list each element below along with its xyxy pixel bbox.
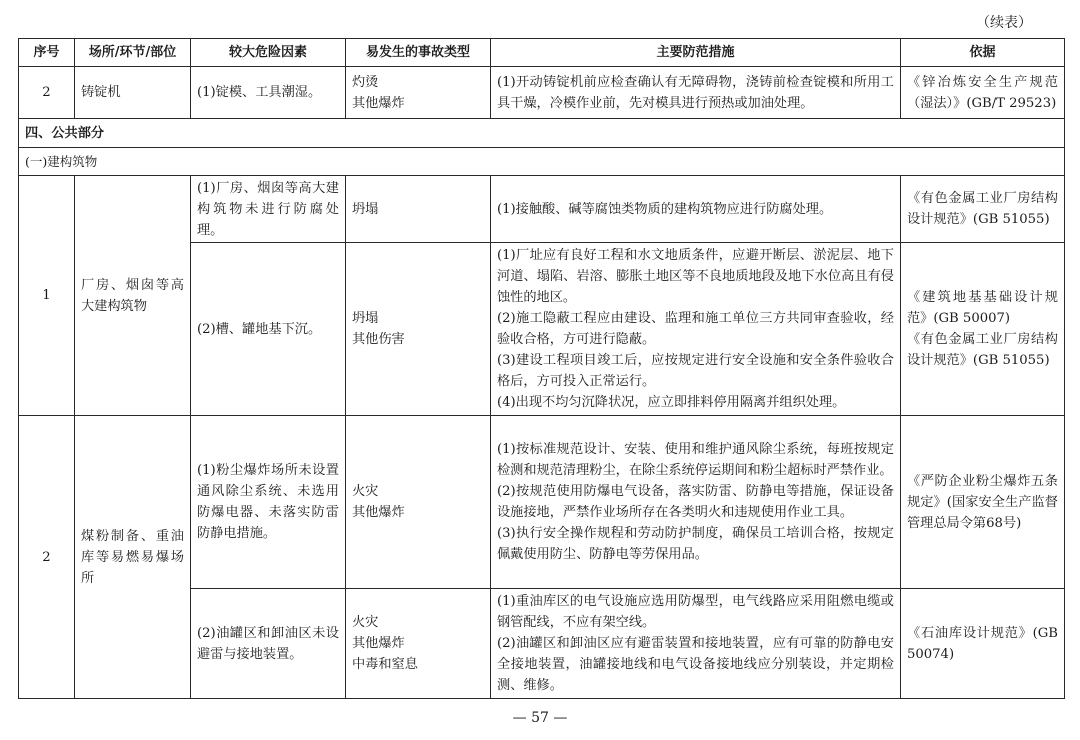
measure-item: (1)按标准规范设计、安装、使用和维护通风除尘系统，每班按规定检测和规范清理粉尘，在除尘系统停运期间和粉尘超标时严禁作业。	[497, 442, 894, 478]
row-measures	[491, 589, 901, 699]
accident-type: 火灾	[352, 484, 379, 499]
accident-type: 其他爆炸	[352, 505, 405, 520]
page-number: — 57 —	[512, 710, 568, 726]
row-basis	[901, 243, 1065, 416]
continued-label: （续表）	[976, 15, 1032, 31]
row-measures	[491, 243, 901, 416]
section-row	[19, 119, 1065, 148]
table-row	[19, 67, 1065, 119]
section-title: 四、公共部分	[19, 119, 1065, 148]
row-place: 铸锭机	[75, 67, 191, 119]
row-measures	[491, 416, 901, 589]
header-basis: 依据	[901, 39, 1065, 67]
measure-item: (3)执行安全操作规程和劳动防护制度，确保员工培训合格，按规定佩戴使用防尘、防静电等劳保用品。	[497, 526, 894, 562]
table-row	[19, 176, 1065, 243]
row-measures	[491, 176, 901, 243]
row-basis: 《锌冶炼安全生产规范（湿法）》(GB/T 29523)	[901, 67, 1065, 119]
row-no: 2	[19, 416, 75, 699]
row-accident-type	[346, 416, 491, 589]
subsection-row	[19, 148, 1065, 176]
row-accident-type	[346, 176, 491, 243]
accident-type: 其他爆炸	[352, 636, 405, 651]
row-hazard: (2)槽、罐地基下沉。	[191, 243, 346, 416]
accident-type: 灼烫	[352, 74, 379, 90]
measure-item: (1)开动铸锭机前应检查确认有无障碍物，浇铸前检查锭模和所用工具干燥，冷模作业前，先对模具进行预热或加油处理。	[497, 74, 894, 111]
measure-item: (4)出现不均匀沉降状况，应立即排料停用隔离并组织处理。	[497, 395, 846, 410]
row-basis	[901, 416, 1065, 589]
row-place: 煤粉制备、重油库等易燃易爆场所	[75, 416, 191, 699]
accident-type: 坍塌	[352, 201, 379, 217]
accident-type: 坍塌	[352, 311, 379, 326]
accident-type: 火灾	[352, 615, 379, 630]
header-place: 场所/环节/部位	[75, 39, 191, 67]
subsection-title: (一)建构筑物	[19, 148, 1065, 176]
row-basis	[901, 589, 1065, 699]
basis-item: 《严防企业粉尘爆炸五条规定》(国家安全生产监督管理总局令第68号)	[907, 473, 1058, 531]
row-basis	[901, 176, 1065, 243]
header-no: 序号	[19, 39, 75, 67]
row-accident-type	[346, 67, 491, 119]
table-row	[19, 416, 1065, 589]
accident-type: 中毒和窒息	[352, 657, 418, 672]
row-accident-type	[346, 589, 491, 699]
row-place: 厂房、烟囱等高大建构筑物	[75, 176, 191, 416]
basis-item: 《建筑地基基础设计规范》(GB 50007)	[907, 290, 1058, 326]
row-hazard: (1)厂房、烟囱等高大建构筑物未进行防腐处理。	[191, 176, 346, 243]
measure-item: (1)重油库区的电气设施应选用防爆型，电气线路应采用阻燃电缆或钢管配线，不应有架空线。	[497, 594, 894, 630]
basis-item: 《石油库设计规范》(GB 50074)	[907, 625, 1058, 662]
row-measures	[491, 67, 901, 119]
row-hazard: (1)锭模、工具潮湿。	[191, 67, 346, 119]
table-header-row	[19, 39, 1065, 67]
measure-item: (3)建设工程项目竣工后，应按规定进行安全设施和安全条件验收合格后，方可投入正常运行。	[497, 353, 894, 389]
measure-item: (1)厂址应有良好工程和水文地质条件，应避开断层、淤泥层、地下河道、塌陷、岩溶、膨胀土地区等不良地质地段及地下水位高且有侵蚀性的地区。	[497, 248, 894, 305]
hazard-table	[18, 38, 1065, 699]
row-hazard: (2)油罐区和卸油区未设避雷与接地装置。	[191, 589, 346, 699]
header-accident-type: 易发生的事故类型	[346, 39, 491, 67]
accident-type: 其他爆炸	[352, 95, 405, 111]
measure-item: (2)油罐区和卸油区应有避雷装置和接地装置，应有可靠的防静电安全接地装置，油罐接地线和电气设备接地线应分别装设，并定期检测、维修。	[497, 636, 894, 693]
row-no: 1	[19, 176, 75, 416]
basis-item: 《有色金属工业厂房结构设计规范》(GB 51055)	[907, 191, 1058, 227]
measure-item: (2)施工隐蔽工程应由建设、监理和施工单位三方共同审查验收，经验收合格，方可进行隐蔽。	[497, 311, 894, 347]
header-hazard: 较大危险因素	[191, 39, 346, 67]
measure-item: (2)按规范使用防爆电气设备，落实防雷、防静电等措施，保证设备设施接地，严禁作业场所存在各类明火和违规使用作业工具。	[497, 484, 894, 520]
accident-type: 其他伤害	[352, 332, 405, 347]
measure-item: (1)接触酸、碱等腐蚀类物质的建构筑物应进行防腐处理。	[497, 201, 833, 217]
row-accident-type	[346, 243, 491, 416]
row-no: 2	[19, 67, 75, 119]
row-hazard: (1)粉尘爆炸场所未设置通风除尘系统、未选用防爆电器、未落实防雷防静电措施。	[191, 416, 346, 589]
basis-item: 《有色金属工业厂房结构设计规范》(GB 51055)	[907, 332, 1058, 368]
header-measures: 主要防范措施	[491, 39, 901, 67]
